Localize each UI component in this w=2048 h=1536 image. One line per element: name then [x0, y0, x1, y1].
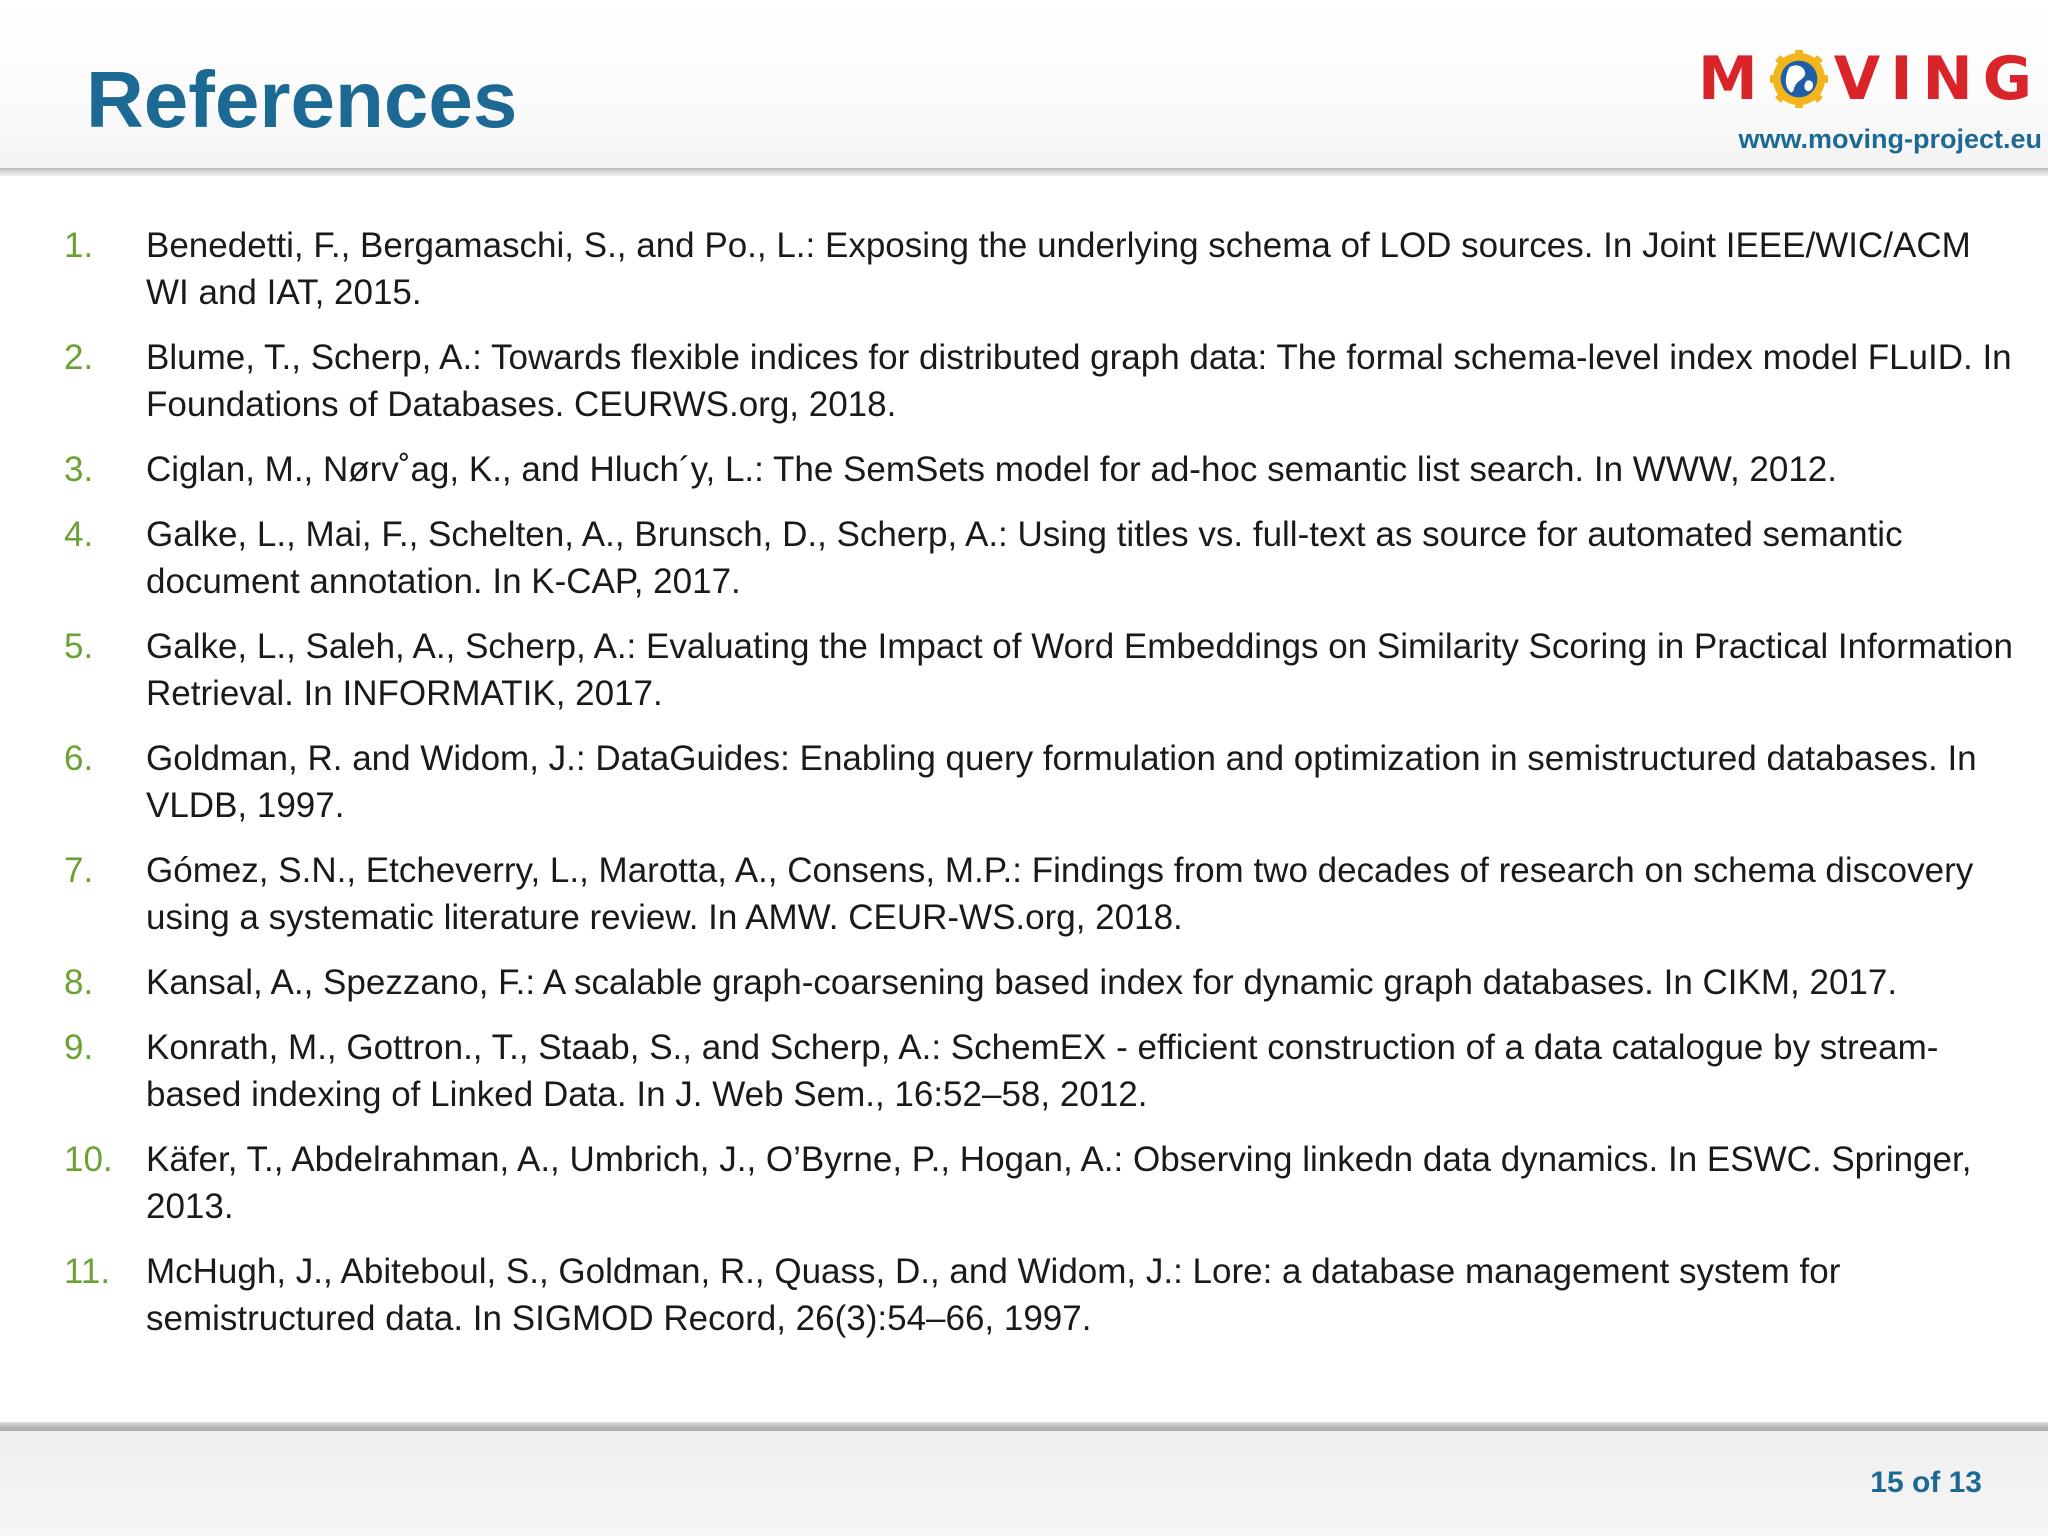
reference-number: 5. [64, 627, 94, 666]
reference-item [60, 446, 2020, 493]
reference-item [60, 334, 2020, 428]
header-divider [0, 168, 2048, 176]
reference-number: 3. [64, 450, 94, 489]
reference-text: Konrath, M., Gottron., T., Staab, S., and Scherp, A.: SchemEX - efficient construction of a data catalogue by stream-based indexing of Linked Data. In J. Web Sem., 16:52–58, 2012. [146, 1028, 1939, 1114]
reference-number: 7. [64, 851, 94, 890]
reference-text: Galke, L., Saleh, A., Scherp, A.: Evaluating the Impact of Word Embeddings on Similarity Scoring in Practical Information Retrieval. In INFORMATIK, 2017. [146, 627, 2013, 713]
page-number: 15 of 13 [1870, 1466, 1982, 1499]
reference-text: Blume, T., Scherp, A.: Towards flexible indices for distributed graph data: The formal schema-level index model FLuID. In Foundations of Databases. CEURWS.org, 2018. [146, 338, 2012, 424]
reference-number: 9. [64, 1028, 94, 1067]
moving-logo [1698, 44, 2042, 164]
page-title: References [86, 55, 518, 144]
reference-text: Goldman, R. and Widom, J.: DataGuides: Enabling query formulation and optimization in semistructured databases. In VLDB, 1997. [146, 739, 1977, 825]
reference-number: 1. [64, 226, 94, 265]
logo-letter-m: M [1698, 44, 1768, 114]
reference-text: Ciglan, M., Nørv˚ag, K., and Hluch´y, L.: The SemSets model for ad-hoc semantic list search. In WWW, 2012. [146, 450, 1837, 489]
reference-list [60, 222, 2020, 1360]
logo-letters-ving: VING [1833, 44, 2042, 114]
reference-number: 2. [64, 338, 94, 377]
reference-number: 4. [64, 515, 94, 554]
project-url: www.moving-project.eu [1738, 124, 2042, 154]
reference-item [60, 623, 2020, 717]
footer-divider [0, 1422, 2048, 1431]
reference-text: Gómez, S.N., Etcheverry, L., Marotta, A., Consens, M.P.: Findings from two decades of research on schema discovery using a systematic literature review. In AMW. CEUR-WS.org, 2018. [146, 851, 1974, 937]
reference-item [60, 735, 2020, 829]
reference-text: Galke, L., Mai, F., Schelten, A., Brunsch, D., Scherp, A.: Using titles vs. full-text as source for automated semantic document annotation. In K-CAP, 2017. [146, 515, 1903, 601]
reference-text: McHugh, J., Abiteboul, S., Goldman, R., Quass, D., and Widom, J.: Lore: a database management system for semistructured data. In SIGMOD Record, 26(3):54–66, 1997. [146, 1252, 1841, 1338]
reference-item [60, 511, 2020, 605]
reference-number: 8. [64, 963, 94, 1002]
reference-item [60, 1248, 2020, 1342]
globe-gear-icon [1770, 50, 1828, 108]
reference-number: 11. [64, 1252, 111, 1291]
reference-text: Käfer, T., Abdelrahman, A., Umbrich, J., O’Byrne, P., Hogan, A.: Observing linkedn data dynamics. In ESWC. Springer, 2013. [146, 1140, 1972, 1226]
footer-band [0, 1431, 2048, 1536]
reference-text: Kansal, A., Spezzano, F.: A scalable graph-coarsening based index for dynamic graph databases. In CIKM, 2017. [146, 963, 1898, 1002]
reference-number: 6. [64, 739, 94, 778]
reference-item [60, 1136, 2020, 1230]
logo-wordmark [1698, 44, 2042, 114]
reference-item [60, 959, 2020, 1006]
reference-number: 10. [64, 1140, 113, 1179]
reference-text: Benedetti, F., Bergamaschi, S., and Po., L.: Exposing the underlying schema of LOD sources. In Joint IEEE/WIC/ACM WI and IAT, 2015. [146, 226, 1971, 312]
reference-item [60, 1024, 2020, 1118]
reference-item [60, 222, 2020, 316]
reference-item [60, 847, 2020, 941]
